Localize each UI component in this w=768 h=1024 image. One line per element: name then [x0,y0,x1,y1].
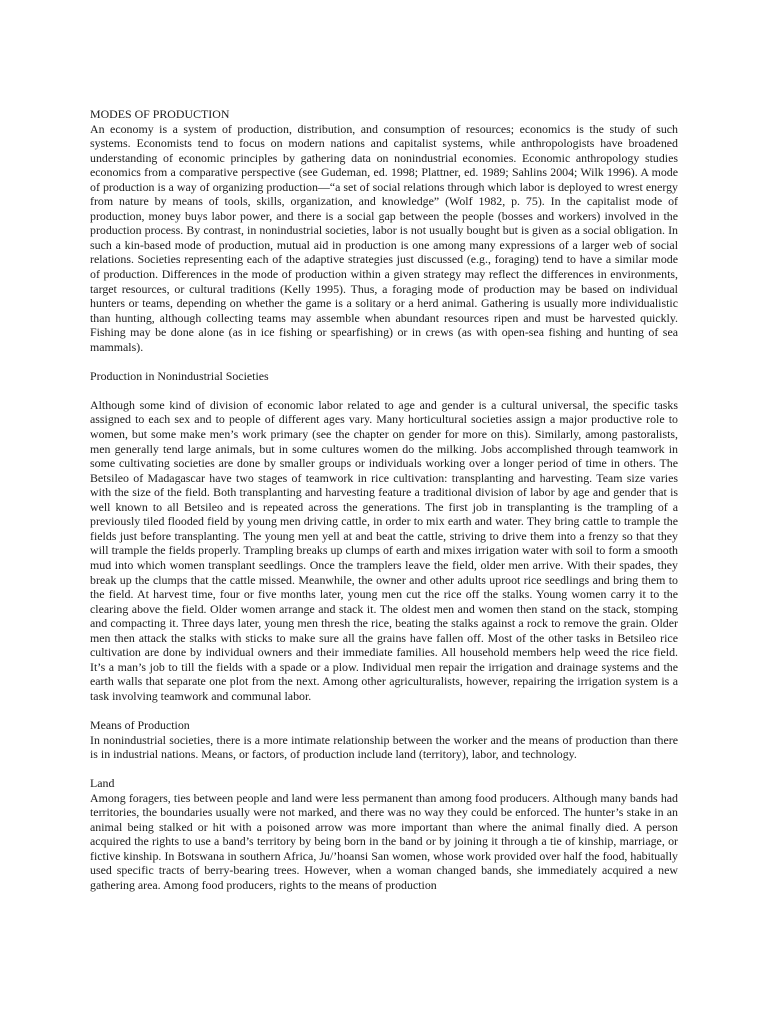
document-page [90,107,678,893]
paragraph-spacer [90,383,678,398]
paragraph-means-of-production: In nonindustrial societies, there is a more intimate relationship between the worker and the means of production than there is in industrial nations. Means, or factors, of production include land (territory), labor, and technology. [90,732,678,762]
paragraph-spacer [90,703,678,718]
section-heading-production-nonindustrial: Production in Nonindustrial Societies [90,368,269,383]
paragraph-spacer [90,354,678,369]
section-heading-modes-of-production: MODES OF PRODUCTION [90,107,230,121]
section-heading-land: Land [90,776,115,791]
paragraph-modes-of-production: An economy is a system of production, distribution, and consumption of resources; economics is the study of such systems. Economists tend to focus on modern nations and capitalist systems, while anthropologists have broadened understanding of economic principles by gathering data on nonindustrial economies. Economic anthropology studies economics from a comparative perspective (see Gudeman, ed. 1998; Plattner, ed. 1989; Sahlins 2004; Wilk 1996). A mode of production is a way of organizing production—“a set of social relations through which labor is deployed to wrest energy from nature by means of tools, skills, organization, and knowledge” (Wolf 1982, p. 75). In the capitalist mode of production, money buys labor power, and there is a social gap between the people (bosses and workers) involved in the production process. By contrast, in nonindustrial societies, labor is not usually bought but is given as a social obligation. In such a kin-based mode of production, mutual aid in production is one among many expressions of a larger web of social relations. Societies representing each of the adaptive strategies just discussed (e.g., foraging) tend to have a similar mode of production. Differences in the mode of production within a given strategy may reflect the differences in environments, target resources, or cultural traditions (Kelly 1995). Thus, a foraging mode of production may be based on individual hunters or teams, depending on whether the game is a solitary or a herd animal. Gathering is usually more individualistic than hunting, although collecting teams may assemble when abundant resources ripen and must be harvested quickly. Fishing may be done alone (as in ice fishing or spearfishing) or in crews (as with open-sea fishing and hunting of sea mammals). [90,121,678,354]
section-heading-means-of-production: Means of Production [90,717,190,732]
paragraph-land: Among foragers, ties between people and land were less permanent than among food producers. Although many bands had territories, the boundaries usually were not marked, and there was no way they could be enforced. The hunter’s stake in an animal being stalked or hit with a poisoned arrow was more important than where the animal finally died. A person acquired the rights to use a band’s territory by being born in the band or by joining it through a tie of kinship, marriage, or fictive kinship. In Botswana in southern Africa, Ju/’hoansi San women, whose work provided over half the food, habitually used specific tracts of berry-bearing trees. However, when a woman changed bands, she immediately acquired a new gathering area. Among food producers, rights to the means of production [90,790,678,892]
paragraph-spacer [90,762,678,777]
paragraph-production-nonindustrial: Although some kind of division of economic labor related to age and gender is a cultural universal, the specific tasks assigned to each sex and to people of different ages vary. Many horticultural societies assign a major productive role to women, but some make men’s work primary (see the chapter on gender for more on this). Similarly, among pastoralists, men generally tend large animals, but in some cultures women do the milking. Jobs accomplished through teamwork in some cultivating societies are done by smaller groups or individuals working over a longer period of time in others. The Betsileo of Madagascar have two stages of teamwork in rice cultivation: transplanting and harvesting. Team size varies with the size of the field. Both transplanting and harvesting feature a traditional division of labor by age and gender that is well known to all Betsileo and is repeated across the generations. The first job in transplanting is the trampling of a previously tiled flooded field by young men driving cattle, in order to mix earth and water. They bring cattle to trample the fields just before transplanting. The young men yell at and beat the cattle, striving to drive them into a frenzy so that they will trample the fields properly. Trampling breaks up clumps of earth and mixes irrigation water with soil to form a smooth mud into which women transplant seedlings. Once the tramplers leave the field, older men arrive. With their spades, they break up the clumps that the cattle missed. Meanwhile, the owner and other adults uproot rice seedlings and bring them to the field. At harvest time, four or five months later, young men cut the rice off the stalks. Young women carry it to the clearing above the field. Older women arrange and stack it. The oldest men and women then stand on the stack, stomping and compacting it. Three days later, young men thresh the rice, beating the stalks against a rock to remove the grain. Older men then attack the stalks with sticks to make sure all the grains have fallen off. Most of the other tasks in Betsileo rice cultivation are done by individual owners and their immediate families. All household members help weed the rice field. It’s a man’s job to till the fields with a spade or a plow. Individual men repair the irrigation and drainage systems and the earth walls that separate one plot from the next. Among other agriculturalists, however, repairing the irrigation system is a task involving teamwork and communal labor. [90,397,678,703]
